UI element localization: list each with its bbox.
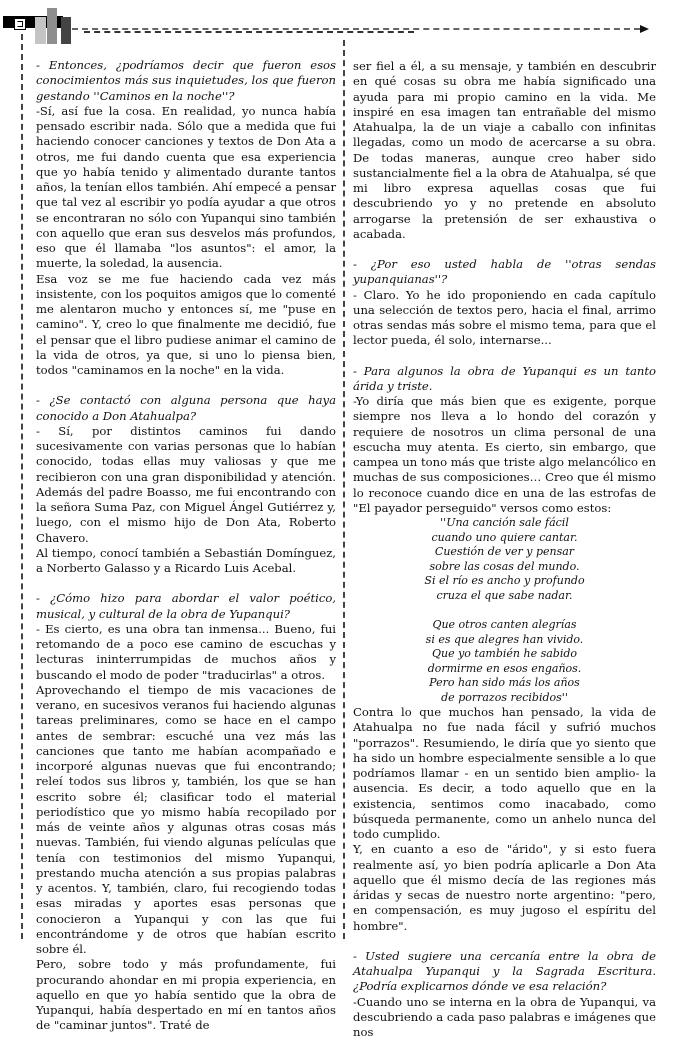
poem-line: Que yo también he sabido: [353, 647, 656, 662]
interview-question: - ¿Cómo hizo para abordar el valor poético, musical, y cultural de la obra de Yupanqui?: [36, 591, 336, 622]
paragraph-gap: [36, 378, 336, 393]
header-dashed-rule: [72, 28, 640, 30]
poem-stanza-2: [353, 618, 656, 705]
paragraph-gap: [353, 934, 656, 949]
ornament-bar-light: [35, 17, 46, 44]
poem-line: ''Una canción sale fácil: [353, 516, 656, 531]
poem-line: sobre las cosas del mundo.: [353, 560, 656, 575]
interview-answer: Pero, sobre todo y más profundamente, fui procurando ahondar en mi propia experiencia, en aquello en que yo había sentido que la obra de Yupanqui, había despertado en mí en tantos años de "caminar juntos". Traté de: [36, 957, 336, 1033]
poem-line: dormirme en esos engaños.: [353, 662, 656, 677]
poem-line: cruza el que sabe nadar.: [353, 589, 656, 604]
poem-line: Pero han sido más los años: [353, 676, 656, 691]
interview-answer: -Sí, así fue la cosa. En realidad, yo nunca había pensado escribir nada. Sólo que a medida que fui haciendo conocer canciones y textos de Don Ata a otros, me fui dando cuenta que esa experiencia que yo había tenido y alimentado durante tantos años, la tenían ellos también. Ahí empecé a pensar que tal vez al escribir yo podía ayudar a que otros se encontraran no sólo con Yupanqui sino también con aquello que eran sus desvelos más profundos, eso que él llamaba "los asuntos": el amor, la muerte, la soledad, la ausencia.: [36, 104, 336, 272]
poem-line: cuando uno quiere cantar.: [353, 531, 656, 546]
interview-answer: Al tiempo, conocí también a Sebastián Domínguez, a Norberto Galasso y a Ricardo Luis Acebal.: [36, 546, 336, 577]
paragraph-gap: [353, 349, 656, 364]
interview-question: - Entonces, ¿podríamos decir que fueron esos conocimientos más sus inquietudes, los que fueron gestando ''Caminos en la noche''?: [36, 58, 336, 104]
interview-answer: ser fiel a él, a su mensaje, y también en descubrir en qué cosas su obra me había significado una ayuda para mi propio camino en la vida. Me inspiré en esa imagen tan entrañable del mismo Atahualpa, la de un viaje a caballo con infinitas llegadas, como un modo de acercarse a su obra. De todas maneras, aunque creo haber sido sustancialmente fiel a la obra de Atahualpa, sé que mi libro expresa aquellas cosas que fui descubriendo yo y no pretende en absoluto arrogarse la pretensión de ser exhaustiva o acabada.: [353, 59, 656, 242]
interview-answer: Esa voz se me fue haciendo cada vez más insistente, con los poquitos amigos que lo comenté me alentaron mucho y entonces sí, me "puse en camino". Y, creo lo que finalmente me decidió, fue el pensar que el libro pudiese animar el camino de la vida de otros, ya que, si uno lo piensa bien, todos "caminamos en la noche" en la vida.: [36, 272, 336, 379]
poem-line: Cuestión de ver y pensar: [353, 545, 656, 560]
header-dashed-rule-inner: [84, 31, 414, 33]
poem-stanza-1: [353, 516, 656, 603]
interview-question: - ¿Por eso usted habla de ''otras sendas yupanquianas''?: [353, 257, 656, 288]
interview-question: - Usted sugiere una cercanía entre la obra de Atahualpa Yupanqui y la Sagrada Escritura. ¿Podría explicarnos dónde ve esa relación?: [353, 949, 656, 995]
spiral-icon: [14, 18, 26, 30]
right-column: [353, 59, 656, 1040]
paragraph-gap: [353, 603, 656, 618]
interview-answer: -Yo diría que más bien que es exigente, porque siempre nos lleva a lo hondo del corazón y requiere de nosotros un clima personal de una escucha muy atenta. Es cierto, sin embargo, que campea un tono más que triste algo melancólico en muchas de sus composiciones… Creo que él mismo lo reconoce cuando dice en una de las estrofas de "El payador perseguido" versos como estos:: [353, 394, 656, 516]
paragraph-gap: [353, 242, 656, 257]
paragraph-gap: [36, 576, 336, 591]
interview-question: - Para algunos la obra de Yupanqui es un tanto árida y triste.: [353, 364, 656, 395]
interview-answer: - Es cierto, es una obra tan inmensa... Bueno, fui retomando de a poco ese camino de escuchas y lecturas ininterrumpidas de muchos años y buscando el modo de poder "traducirlas" a otros.: [36, 622, 336, 683]
ornament-bar-dark: [61, 17, 71, 44]
interview-answer: -Cuando uno se interna en la obra de Yupanqui, va descubriendo a cada paso palabras e imágenes que nos: [353, 995, 656, 1040]
left-dashed-border: [21, 34, 23, 939]
left-column: [36, 58, 336, 1034]
interview-answer: - Claro. Yo he ido proponiendo en cada capítulo una selección de textos pero, hacia el final, arrimo otras sendas más sobre el mismo tema, para que el lector pueda, él solo, internarse...: [353, 288, 656, 349]
andean-fret-ornament-icon: [3, 8, 69, 36]
interview-answer: Contra lo que muchos han pensado, la vida de Atahualpa no fue nada fácil y sufrió muchos "porrazos". Resumiendo, le diría que yo siento que ha sido un hombre especialmente sensible a lo que podríamos llamar - en un sentido bien amplio- la ausencia. Es decir, a todo aquello que en la existencia, sentimos como inacabado, como búsqueda permanente, como un anhelo nunca del todo cumplido.: [353, 705, 656, 842]
interview-answer: Y, en cuanto a eso de "árido", y si esto fuera realmente así, yo bien podría aplicarle a Don Ata aquello que él mismo decía de las regiones más áridas y secas de nuestro norte argentino: "pero, en compensación, es muy jugoso el espíritu del hombre".: [353, 842, 656, 934]
interview-answer: - Sí, por distintos caminos fui dando sucesivamente con varias personas que lo habían conocido, todas ellas muy valiosas y que me recibieron con una gran disponibilidad y atención. Además del padre Boasso, me fui encontrando con la señora Suma Paz, con Miguel Ángel Gutiérrez y, luego, con el mismo hijo de Don Ata, Roberto Chavero.: [36, 424, 336, 546]
poem-line: Que otros canten alegrías: [353, 618, 656, 633]
poem-line: si es que alegres han vivido.: [353, 633, 656, 648]
ornament-bar-mid: [47, 8, 57, 44]
poem-line: de porrazos recibidos'': [353, 691, 656, 706]
interview-answer: Aprovechando el tiempo de mis vacaciones de verano, en sucesivos veranos fui haciendo algunas tareas preliminares, como se hace en el campo antes de sembrar: escuché una vez más las canciones que tanto me habían acompañado e incorporé algunas nuevas que fui encontrando; releí todos sus libros y, también, los que se han escrito sobre él; clasificar todo el material periodístico que yo mismo había recopilado por más de veinte años y algunas otras cosas más nuevas. También, fui viendo algunas películas que tenía con testimonios del mismo Yupanqui, prestando mucha atención a sus propias palabras y acentos. Y, también, claro, fui recogiendo todas esas miradas y aportes esas personas que conocieron a Yupanqui y con las que fui encontrándome y de otros que habían escrito sobre él.: [36, 683, 336, 958]
poem-line: Si el río es ancho y profundo: [353, 574, 656, 589]
arrow-right-icon: [640, 25, 649, 33]
interview-question: - ¿Se contactó con alguna persona que haya conocido a Don Atahualpa?: [36, 393, 336, 424]
column-divider: [343, 40, 345, 939]
